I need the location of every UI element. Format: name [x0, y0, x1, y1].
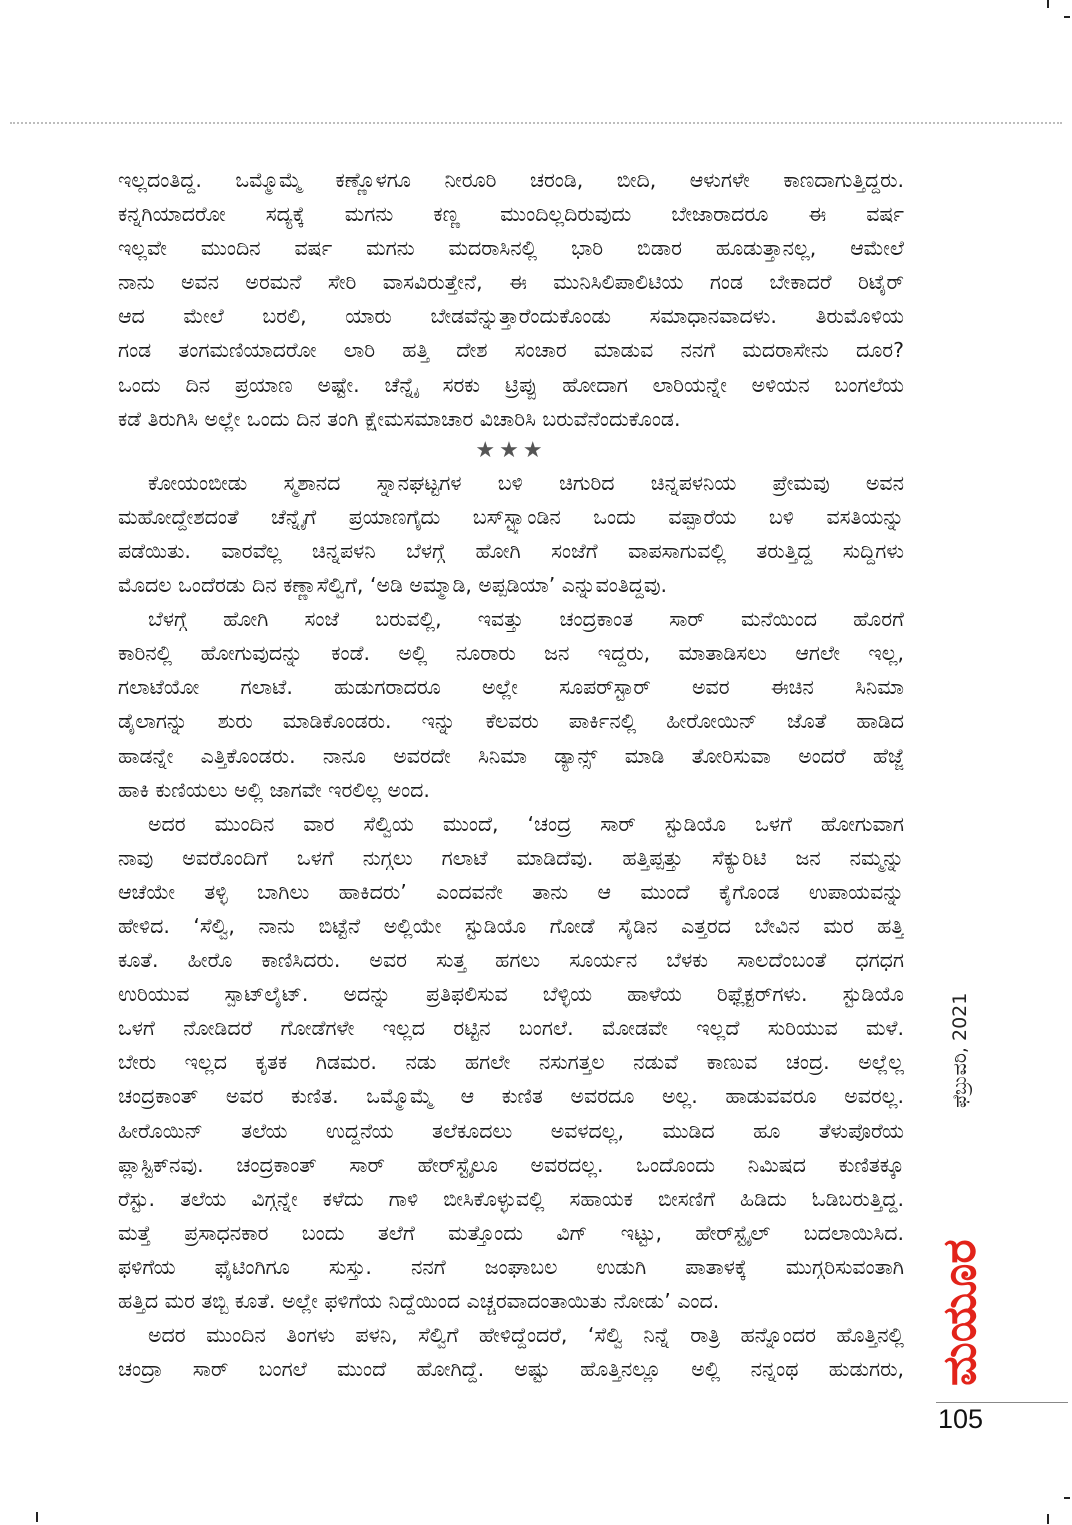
text-line: ಗಂಡ ತಂಗಮಣಿಯಾದರೋ ಲಾರಿ ಹತ್ತಿ ದೇಶ ಸಂಚಾರ ಮಾಡುವ ನನಗೆ ಮದರಾಸೇನು ದೂರ? [118, 338, 904, 363]
footer-rule [936, 1402, 1068, 1403]
paragraph [118, 1318, 904, 1386]
text-line: ನಾನು ಅವನ ಅರಮನೆ ಸೇರಿ ವಾಸವಿರುತ್ತೇನೆ, ಈ ಮುನಿಸಿಲಿಪಾಲಿಟಿಯ ಗಂಡ ಬೇಕಾದರೆ ರಿಟೈರ್ [118, 270, 904, 295]
text-line: ಪಡೆಯಿತು. ವಾರವೆಲ್ಲ ಚಿನ್ನಪಳನಿ ಬೆಳಗ್ಗೆ ಹೋಗಿ ಸಂಜೆಗೆ ವಾಪಸಾಗುವಲ್ಲಿ ತರುತ್ತಿದ್ದ ಸುದ್ದಿಗಳು [118, 538, 904, 563]
text-line: ಇಲ್ಲದಂತಿದ್ದ. ಒಮ್ಮೊಮ್ಮೆ ಕಣ್ಣೊಳಗೂ ನೀರೂರಿ ಚರಂಡಿ, ಬೀದಿ, ಆಳುಗಳೇ ಕಾಣದಾಗುತ್ತಿದ್ದರು. [118, 168, 904, 192]
text-line: ಅದರ ಮುಂದಿನ ವಾರ ಸೆಲ್ವಿಯ ಮುಂದೆ, ‘ಚಂದ್ರ ಸಾರ್ ಸ್ಟುಡಿಯೊ ಒಳಗೆ ಹೋಗುವಾಗ [148, 811, 904, 836]
paragraph [118, 602, 904, 807]
text-line: ಒಂದು ದಿನ ಪ್ರಯಾಣ ಅಷ್ಟೇ. ಚೆನ್ನೈ ಸರಕು ಟ್ರಿಪ್ಪು ಹೋದಾಗ ಲಾರಿಯನ್ನೇ ಅಳಿಯನ ಬಂಗಲೆಯ [118, 372, 904, 397]
text-line: ಇಲ್ಲವೇ ಮುಂದಿನ ವರ್ಷ ಮಗನು ಮದರಾಸಿನಲ್ಲಿ ಭಾರಿ ಬಿಡಾರ ಹೂಡುತ್ತಾನಲ್ಲ, ಆಮೇಲೆ [118, 236, 904, 261]
text-line: ಹಾಡನ್ನೇ ಎತ್ತಿಕೊಂಡರು. ನಾನೂ ಅವರದೇ ಸಿನಿಮಾ ಡ್ಯಾನ್ಸ್ ಮಾಡಿ ತೋರಿಸುವಾ ಅಂದರೆ ಹೆಜ್ಜೆ [118, 743, 904, 768]
page-number: 105 [938, 1404, 984, 1434]
text-line: ಪ್ಲಾಸ್ಟಿಕ್‌ನವು. ಚಂದ್ರಕಾಂತ್ ಸಾರ್ ಹೇರ್‌ಸ್ಟೈಲೂ ಅವರದಲ್ಲ. ಒಂದೊಂದು ನಿಮಿಷದ ಕುಣಿತಕ್ಕೂ [118, 1152, 904, 1177]
text-line: ಚಂದ್ರಕಾಂತ್ ಅವರ ಕುಣಿತ. ಒಮ್ಮೊಮ್ಮೆ ಆ ಕುಣಿತ ಅವರದೂ ಅಲ್ಲ. ಹಾಡುವವರೂ ಅವರಲ್ಲ. [118, 1084, 904, 1109]
text-line: ಕೋಯಂಬೀಡು ಸ್ಮಶಾನದ ಸ್ನಾನಘಟ್ಟಗಳ ಬಳಿ ಚಿಗುರಿದ ಚಿನ್ನಪಳನಿಯ ಪ್ರೇಮವು ಅವನ [148, 470, 904, 495]
section-separator: ★★★ [475, 437, 547, 463]
text-line: ಅದರ ಮುಂದಿನ ತಿಂಗಳು ಪಳನಿ, ಸೆಲ್ವಿಗೆ ಹೇಳಿದ್ದೆಂದರೆ, ‘ಸೆಲ್ವಿ ನಿನ್ನೆ ರಾತ್ರಿ ಹನ್ನೊಂದರ ಹೊತ್ತಿನಲ್ಲಿ [148, 1323, 904, 1348]
text-line: ಡೈಲಾಗನ್ನು ಶುರು ಮಾಡಿಕೊಂಡರು. ಇನ್ನು ಕೆಲವರು ಪಾರ್ಕಿನಲ್ಲಿ ಹೀರೋಯಿನ್ ಜೊತೆ ಹಾಡಿದ [118, 709, 904, 734]
crop-mark-left-bottom [36, 1512, 38, 1522]
text-line: ಮತ್ತೆ ಪ್ರಸಾಧನಕಾರ ಬಂದು ತಲೆಗೆ ಮತ್ತೊಂದು ವಿಗ್ ಇಟ್ಟು, ಹೇರ್‌ಸ್ಟೈಲ್ ಬದಲಾಯಿಸಿದ. [118, 1220, 904, 1245]
text-line: ಕನ್ನಗಿಯಾದರೋ ಸದ್ಯಕ್ಕೆ ಮಗನು ಕಣ್ಣ ಮುಂದಿಲ್ಲದಿರುವುದು ಬೇಜಾರಾದರೂ ಈ ವರ್ಷ [118, 202, 904, 227]
paragraph [118, 466, 904, 602]
text-line: ಚಂದ್ರಾ ಸಾರ್ ಬಂಗಲೆ ಮುಂದೆ ಹೋಗಿದ್ದೆ. ಅಷ್ಟು ಹೊತ್ತಿನಲ್ಲೂ ಅಲ್ಲಿ ನನ್ನಂಥ ಹುಡುಗರು, [118, 1357, 904, 1382]
text-line: ಹೀರೊಯಿನ್ ತಲೆಯ ಉದ್ದನೆಯ ತಲೆಕೂದಲು ಅವಳದಲ್ಲ, ಮುಡಿದ ಹೂ ತೆಳುಪೊರೆಯ [118, 1118, 904, 1143]
text-line: ಹೇಳಿದ. ‘ಸೆಲ್ವಿ, ನಾನು ಬಿಟ್ಟೆನೆ ಅಲ್ಲಿಯೇ ಸ್ಟುಡಿಯೊ ಗೋಡೆ ಸೈಡಿನ ಎತ್ತರದ ಬೇವಿನ ಮರ ಹತ್ತಿ [118, 913, 904, 938]
magazine-logo: ಮಯೂರ [932, 1239, 986, 1386]
text-line: ಮಹೋದ್ದೇಶದಂತೆ ಚೆನ್ನೈಗೆ ಪ್ರಯಾಣಗೈದು ಬಸ್‌ಸ್ಟ್ಯಾಂಡಿನ ಒಂದು ವಪ್ಪಾರೆಯ ಬಳಿ ವಸತಿಯನ್ನು [118, 504, 904, 529]
text-line: ಕಾರಿನಲ್ಲಿ ಹೋಗುವುದನ್ನು ಕಂಡೆ. ಅಲ್ಲಿ ನೂರಾರು ಜನ ಇದ್ದರು, ಮಾತಾಡಿಸಲು ಆಗಲೇ ಇಲ್ಲ, [118, 641, 904, 666]
text-line: ಗಲಾಟೆಯೋ ಗಲಾಟೆ. ಹುಡುಗರಾದರೂ ಅಲ್ಲೇ ಸೂಪರ್‌ಸ್ಟಾರ್ ಅವರ ಈಚಿನ ಸಿನಿಮಾ [118, 675, 904, 700]
paragraph [118, 163, 904, 436]
text-line: ರೆಸ್ಟು. ತಲೆಯ ವಿಗ್ಗನ್ನೇ ಕಳೆದು ಗಾಳಿ ಬೀಸಿಕೊಳ್ಳುವಲ್ಲಿ ಸಹಾಯಕ ಬೀಸಣಿಗೆ ಹಿಡಿದು ಓಡಿಬರುತ್ತಿದ್ದ. [118, 1186, 904, 1211]
text-line: ಕೂತೆ. ಹೀರೊ ಕಾಣಿಸಿದರು. ಅವರ ಸುತ್ತ ಹಗಲು ಸೂರ್ಯನ ಬೆಳಕು ಸಾಲದೆಂಬಂತೆ ಧಗಧಗ [118, 948, 904, 973]
text-line: ಮೊದಲ ಒಂದೆರಡು ದಿನ ಕಣ್ಣಾಸೆಲ್ವಿಗೆ, ‘ಅಡಿ ಅಮ್ಮಾಡಿ, ಅಪ್ಪಡಿಯಾ’ ಎನ್ನುವಂತಿದ್ದವು. [118, 573, 668, 598]
text-line: ಕಡೆ ತಿರುಗಿಸಿ ಅಲ್ಲೇ ಒಂದು ದಿನ ತಂಗಿ ಕ್ಷೇಮಸಮಾಚಾರ ವಿಚಾರಿಸಿ ಬರುವೆನೆಂದುಕೊಂಡ. [118, 406, 681, 431]
header-dotted-rule [10, 122, 1062, 124]
text-line: ಬೇರು ಇಲ್ಲದ ಕೃತಕ ಗಿಡಮರ. ನಡು ಹಗಲೇ ನಸುಗತ್ತಲ ನಡುವೆ ಕಾಣುವ ಚಂದ್ರ. ಅಲ್ಲೆಲ್ಲ [118, 1050, 904, 1075]
text-line: ಬೆಳಗ್ಗೆ ಹೋಗಿ ಸಂಜೆ ಬರುವಲ್ಲಿ, ಇವತ್ತು ಚಂದ್ರಕಾಂತ ಸಾರ್ ಮನೆಯಿಂದ ಹೊರಗೆ [148, 607, 904, 632]
issue-date: ಫೆಬ್ರುವರಿ, 2021 [949, 992, 971, 1108]
text-line: ಆದ ಮೇಲೆ ಬರಲಿ, ಯಾರು ಬೇಡವೆನ್ನುತ್ತಾರೆಂದುಕೊಂಡು ಸಮಾಧಾನವಾದಳು. ತಿರುಮೊಳಿಯ [118, 304, 904, 329]
crop-mark-bottom [1047, 1514, 1049, 1524]
text-line: ಒಳಗೆ ನೋಡಿದರೆ ಗೋಡೆಗಳೇ ಇಲ್ಲದ ರಟ್ಟಿನ ಬಂಗಲೆ. ಮೋಡವೇ ಇಲ್ಲದೆ ಸುರಿಯುವ ಮಳೆ. [118, 1016, 904, 1041]
crop-mark-right-bottom [1064, 1497, 1070, 1499]
paragraph [118, 807, 904, 1318]
text-line: ಹಾಕಿ ಕುಣಿಯಲು ಅಲ್ಲಿ ಜಾಗವೇ ಇರಲಿಲ್ಲ ಅಂದ. [118, 777, 430, 802]
text-line: ಹತ್ತಿದ ಮರ ತಬ್ಬಿ ಕೂತೆ. ಅಲ್ಲೇ ಫಳಿಗೆಯ ನಿದ್ದೆಯಿಂದ ಎಚ್ಚರವಾದಂತಾಯಿತು ನೋಡು’ ಎಂದ. [118, 1289, 720, 1313]
crop-mark-right-top [1064, 16, 1070, 18]
text-line: ಉರಿಯುವ ಸ್ಪಾಟ್‌ಲೈಟ್. ಅದನ್ನು ಪ್ರತಿಫಲಿಸುವ ಬೆಳ್ಳಿಯ ಹಾಳೆಯ ರಿಫ್ಲೆಕ್ಟರ್‌ಗಳು. ಸ್ಟುಡಿಯೊ [118, 982, 904, 1007]
text-line: ಆಚೆಯೇ ತಳ್ಳಿ ಬಾಗಿಲು ಹಾಕಿದರು’ ಎಂದವನೇ ತಾನು ಆ ಮುಂದೆ ಕೈಗೊಂಡ ಉಪಾಯವನ್ನು [118, 879, 904, 904]
text-line: ನಾವು ಅವರೊಂದಿಗೆ ಒಳಗೆ ನುಗ್ಗಲು ಗಲಾಟೆ ಮಾಡಿದೆವು. ಹತ್ತಿಪ್ಪತ್ತು ಸೆಕ್ಯುರಿಟಿ ಜನ ನಮ್ಮನ್ನು [118, 845, 904, 870]
crop-mark-top [1047, 0, 1049, 8]
text-line: ಫಳಿಗೆಯ ಫೈಟಿಂಗಿಗೂ ಸುಸ್ತು. ನನಗೆ ಜಂಘಾಬಲ ಉಡುಗಿ ಪಾತಾಳಕ್ಕೆ ಮುಗ್ಗರಿಸುವಂತಾಗಿ [118, 1254, 904, 1279]
article-body [118, 163, 904, 1386]
